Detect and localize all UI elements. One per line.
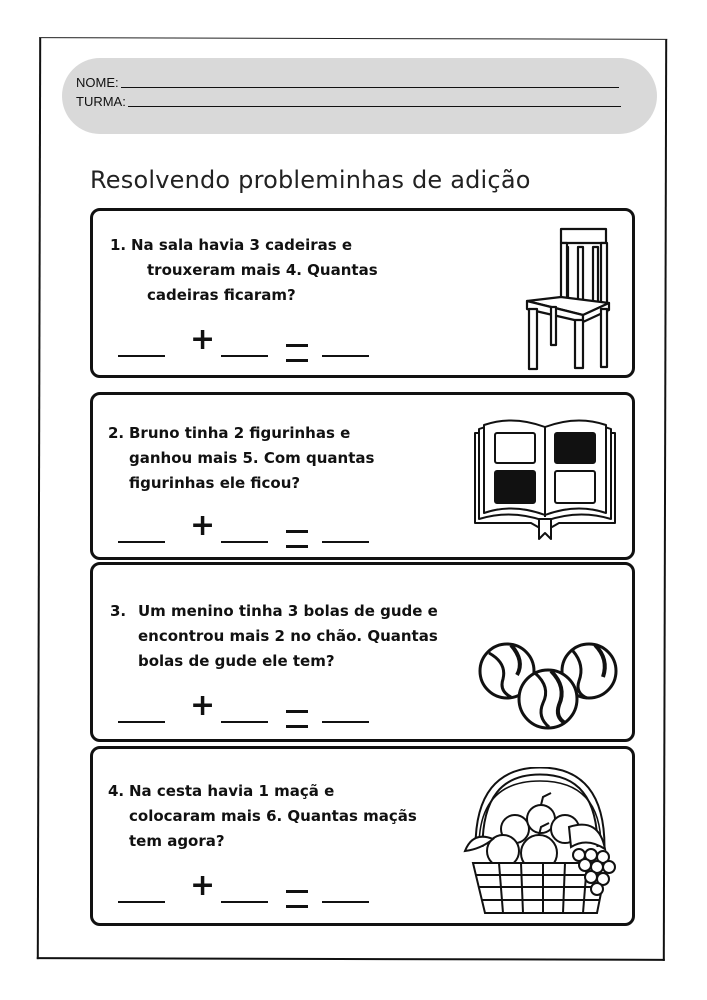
answer-blank[interactable] <box>322 901 369 903</box>
problem-line: trouxeram mais 4. Quantas <box>147 261 378 279</box>
answer-blank[interactable] <box>118 355 165 357</box>
plus-sign: + <box>190 322 216 357</box>
problem-line: colocaram mais 6. Quantas maçãs <box>129 807 417 825</box>
album-book-icon <box>471 413 619 541</box>
problem-card-2 <box>90 392 635 560</box>
plus-sign: + <box>190 688 216 723</box>
problem-card-4 <box>90 746 635 926</box>
problem-line: figurinhas ele ficou? <box>129 474 301 492</box>
class-label: TURMA: <box>76 94 126 109</box>
problem-text-1 <box>110 233 378 308</box>
name-label: NOME: <box>76 75 119 90</box>
problem-line: encontrou mais 2 no chão. Quantas <box>138 627 438 645</box>
plus-sign: + <box>190 868 216 903</box>
problem-text-3 <box>110 599 438 674</box>
answer-blank[interactable] <box>221 541 268 543</box>
problem-line: ganhou mais 5. Com quantas <box>129 449 375 467</box>
answer-blank[interactable] <box>221 721 268 723</box>
problem-number: 2. <box>108 424 125 442</box>
class-line <box>76 94 621 109</box>
problem-card-3 <box>90 562 635 742</box>
problem-card-1 <box>90 208 635 378</box>
problem-line: Um menino tinha 3 bolas de gude e <box>138 602 438 620</box>
problem-line: tem agora? <box>129 832 225 850</box>
page-title: Resolvendo probleminhas de adição <box>90 166 531 194</box>
chair-icon <box>521 223 615 373</box>
answer-blank[interactable] <box>322 541 369 543</box>
addition-equation <box>118 508 378 547</box>
problem-line: bolas de gude ele tem? <box>138 652 335 670</box>
student-info-box <box>62 58 657 134</box>
equals-sign <box>286 344 308 362</box>
plus-sign: + <box>190 508 216 543</box>
answer-blank[interactable] <box>118 901 165 903</box>
fruit-basket-icon <box>459 767 621 919</box>
answer-blank[interactable] <box>221 901 268 903</box>
problem-number: 4. <box>108 782 125 800</box>
problem-number: 1. <box>110 236 127 254</box>
equals-sign <box>286 530 308 548</box>
class-field[interactable] <box>128 105 621 107</box>
equals-sign <box>286 890 308 908</box>
equals-sign <box>286 710 308 728</box>
problem-line: Na sala havia 3 cadeiras e <box>131 236 353 254</box>
problem-text-2 <box>108 421 374 496</box>
problem-line: cadeiras ficaram? <box>147 286 296 304</box>
problem-text-4 <box>108 779 417 854</box>
answer-blank[interactable] <box>322 721 369 723</box>
problem-line: Na cesta havia 1 maçã e <box>129 782 335 800</box>
addition-equation <box>118 688 378 727</box>
answer-blank[interactable] <box>322 355 369 357</box>
answer-blank[interactable] <box>118 721 165 723</box>
marbles-icon <box>477 639 619 731</box>
addition-equation <box>118 322 378 361</box>
answer-blank[interactable] <box>118 541 165 543</box>
problem-line: Bruno tinha 2 figurinhas e <box>129 424 351 442</box>
name-line <box>76 75 619 90</box>
answer-blank[interactable] <box>221 355 268 357</box>
addition-equation <box>118 868 378 907</box>
problem-number: 3. <box>110 602 127 620</box>
name-field[interactable] <box>121 86 619 88</box>
